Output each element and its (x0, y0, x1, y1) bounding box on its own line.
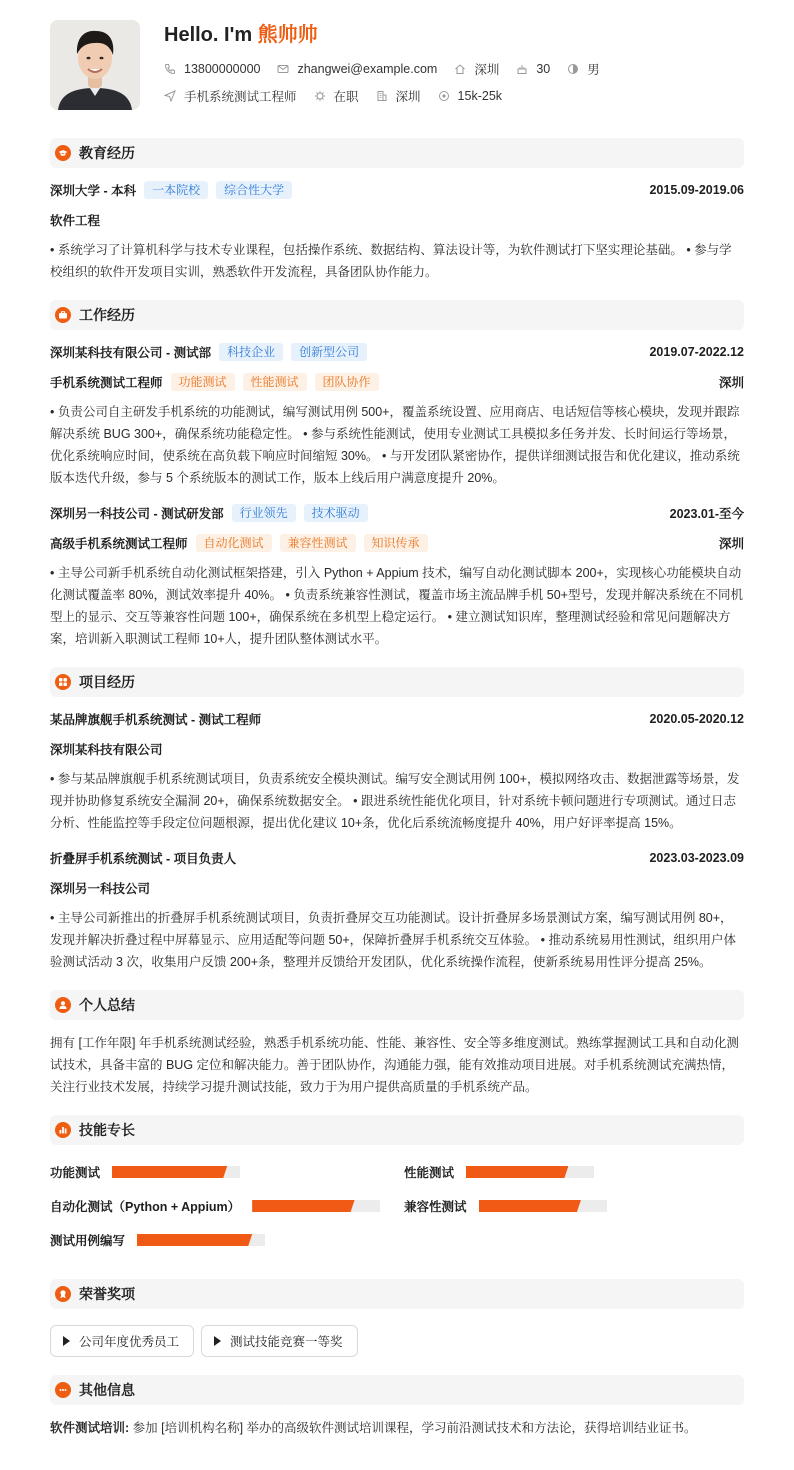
bar-chart-icon (55, 1122, 71, 1138)
role-tag: 知识传承 (364, 534, 428, 552)
greeting-heading (164, 22, 617, 50)
honor-label: 测试技能竞赛一等奖 (230, 1335, 343, 1349)
role-tag: 性能测试 (243, 373, 307, 391)
education-title: 教育经历 (79, 145, 135, 161)
contact-row (164, 59, 617, 79)
honor-label: 公司年度优秀员工 (79, 1335, 180, 1349)
other-info-line (50, 1417, 744, 1439)
skill-bar (137, 1234, 265, 1246)
project-section-header (50, 667, 744, 697)
skill-bar-fill (252, 1200, 354, 1212)
work-role-row (50, 372, 744, 392)
play-icon (214, 1336, 221, 1346)
company-tag: 技术驱动 (304, 504, 368, 522)
status-icon (314, 90, 326, 102)
company-tag: 创新型公司 (291, 343, 367, 361)
skill-item (50, 1164, 240, 1180)
gender-text: 男 (587, 63, 600, 77)
work-item (50, 342, 744, 489)
project-company: 深圳某科技有限公司 (50, 743, 163, 757)
role-tag: 功能测试 (171, 373, 235, 391)
honors-title: 荣誉奖项 (79, 1286, 135, 1302)
role-tag: 兼容性测试 (280, 534, 356, 552)
email-item (277, 62, 437, 76)
work-company: 深圳另一科技公司 - 测试研发部 (50, 507, 224, 521)
work-section-header (50, 300, 744, 330)
mail-icon (277, 63, 289, 75)
job-title-item (164, 87, 297, 105)
school-tag: 一本院校 (144, 181, 208, 199)
project-name-row (50, 709, 744, 729)
skill-bar-fill (112, 1166, 227, 1178)
work-role: 高级手机系统测试工程师 (50, 537, 188, 551)
role-tag: 团队协作 (315, 373, 379, 391)
city-item (454, 60, 499, 78)
project-item (50, 709, 744, 834)
skill-bar (252, 1200, 380, 1212)
work-description: • 主导公司新手机系统自动化测试框架搭建，引入 Python + Appium 技术，编写自动化测试脚本 200+，实现核心功能模块自动化测试覆盖率 80%，测试效率提升 40%。 • 负责系统兼容性测试，覆盖市场主流品牌手机 50+型号，发现并解决系统在不同机型上的显示、交互等兼容性问题 100+，确保系统在多机型上稳定运行。 • 建立测试知识库，整理测试经验和常见问题解决方案，培训新入职测试工程师 10+人，提升团队整体测试水平。 (50, 566, 743, 646)
project-name: 折叠屏手机系统测试 - 项目负责人 (50, 852, 237, 866)
skill-item (404, 1198, 607, 1214)
salary-item (438, 89, 502, 103)
work-company-row (50, 503, 744, 523)
honors-list (50, 1325, 744, 1357)
company-tag: 行业领先 (232, 504, 296, 522)
summary-text: 拥有 [工作年限] 年手机系统测试经验，熟悉手机系统功能、性能、兼容性、安全等多维度测试。熟练掌握测试工具和自动化测试技术，具备丰富的 BUG 定位和解决能力。善于团队协作，沟通能力强，能有效推动项目进展。对手机系统测试充满热情，关注行业技术发展，持续学习提升测试技能，致力于为用户提供高质量的手机系统产品。 (50, 1036, 739, 1094)
skill-bar-fill (137, 1234, 252, 1246)
user-icon (55, 997, 71, 1013)
work-date: 2019.07-2022.12 (649, 345, 744, 359)
project-company-row (50, 739, 744, 759)
honor-badge (201, 1325, 358, 1357)
education-section-header (50, 138, 744, 168)
skill-label: 性能测试 (404, 1166, 455, 1180)
expected-city-text: 深圳 (395, 90, 421, 104)
phone-item (164, 62, 260, 76)
gender-item (567, 60, 600, 78)
work-role: 手机系统测试工程师 (50, 376, 163, 390)
work-role-row (50, 533, 744, 553)
phone-text: 13800000000 (184, 62, 261, 76)
project-description: • 主导公司新推出的折叠屏手机系统测试项目，负责折叠屏交互功能测试。设计折叠屏多场景测试方案，编写测试用例 80+，发现并解决折叠过程中屏幕显示、应用适配等问题 50+，保障折叠屏手机系统交互体验。 • 推动系统易用性测试，组织用户体验测试活动 3 次，收集用户反馈 200+条，整理并反馈给开发团队，优化系统操作流程，使新系统易用性评分提高 25%。 (50, 911, 737, 969)
greeting-text: Hello. I'm (164, 24, 258, 46)
project-description: • 参与某品牌旗舰手机系统测试项目，负责系统安全模块测试。编写安全测试用例 100+，模拟网络攻击、数据泄露等场景，发现并协助修复系统安全漏洞 20+，确保系统数据安全。 • 跟进系统性能优化项目，针对系统卡顿问题进行专项测试。通过日志分析、性能监控等手段定位问题根源，提出优化建议 10+条，优化后系统流畅度提升 40%，用户好评率提高 15%。 (50, 772, 740, 830)
skill-label: 自动化测试（Python + Appium） (50, 1200, 241, 1214)
info-icon (55, 1382, 71, 1398)
age-text: 30 (536, 62, 551, 76)
work-location: 深圳 (718, 376, 744, 390)
cake-icon (516, 63, 528, 75)
gender-icon (567, 63, 579, 75)
school-tag: 综合性大学 (216, 181, 292, 199)
role-tag: 自动化测试 (196, 534, 272, 552)
work-location: 深圳 (718, 537, 744, 551)
project-name: 某品牌旗舰手机系统测试 - 测试工程师 (50, 713, 262, 727)
profile-header (50, 20, 744, 110)
building-icon (376, 90, 388, 102)
project-item (50, 848, 744, 973)
major-row (50, 210, 744, 230)
work-description: • 负责公司自主研发手机系统的功能测试，编写测试用例 500+，覆盖系统设置、应用商店、电话短信等核心模块，发现并跟踪解决系统 BUG 300+，确保系统功能稳定性。 • 参与系统性能测试，使用专业测试工具模拟多任务并发、长时间运行等场景，优化系统响应时间，使系统在高负载下响应时间缩短 30%。 • 与开发团队紧密协作，提供详细测试报告和优化建议，推动系统版本迭代升级，参与 5 个系统版本的测试工作，版本上线后用户满意度提升 20%。 (50, 405, 740, 485)
skills-title: 技能专长 (79, 1122, 135, 1138)
award-icon (55, 1286, 71, 1302)
work-date: 2023.01-至今 (669, 507, 744, 521)
company-tag: 科技企业 (219, 343, 283, 361)
skill-label: 测试用例编写 (50, 1234, 126, 1248)
skills-section-header (50, 1115, 744, 1145)
play-icon (63, 1336, 70, 1346)
project-title: 项目经历 (79, 674, 135, 690)
other-title: 其他信息 (79, 1382, 135, 1398)
education-header-row (50, 180, 744, 200)
skill-bar-fill (479, 1200, 581, 1212)
grid-icon (55, 674, 71, 690)
skill-bar-fill (466, 1166, 568, 1178)
project-company-row (50, 878, 744, 898)
honor-badge (50, 1325, 194, 1357)
briefcase-icon (55, 307, 71, 323)
honors-section-header (50, 1279, 744, 1309)
skills-grid (50, 1145, 744, 1265)
skill-item (404, 1164, 594, 1180)
project-date: 2023.03-2023.09 (649, 851, 744, 865)
skill-bar (112, 1166, 240, 1178)
project-name-row (50, 848, 744, 868)
skill-label: 功能测试 (50, 1166, 101, 1180)
work-title: 工作经历 (79, 307, 135, 323)
project-date: 2020.05-2020.12 (649, 712, 744, 726)
education-description: • 系统学习了计算机科学与技术专业课程，包括操作系统、数据结构、算法设计等，为软件测试打下坚实理论基础。 • 参与学校组织的软件开发项目实训，熟悉软件开发流程，具备团队协作能力。 (50, 243, 732, 279)
work-company: 深圳某科技有限公司 - 测试部 (50, 346, 212, 360)
skill-label: 兼容性测试 (404, 1200, 467, 1214)
email-text: zhangwei@example.com (297, 62, 438, 76)
phone-icon (164, 63, 176, 75)
other-info-label: 软件测试培训: (50, 1421, 130, 1435)
project-company: 深圳另一科技公司 (50, 882, 151, 896)
work-item (50, 503, 744, 650)
send-icon (164, 90, 176, 102)
major-name: 软件工程 (50, 214, 101, 228)
age-item (516, 62, 550, 76)
summary-section-header (50, 990, 744, 1020)
expected-city-item (376, 87, 421, 105)
city-text: 深圳 (474, 63, 500, 77)
skill-bar (479, 1200, 607, 1212)
avatar (50, 20, 140, 110)
status-item (314, 87, 359, 105)
status-text: 在职 (333, 90, 359, 104)
job-row (164, 86, 617, 106)
candidate-name: 熊帅帅 (257, 24, 318, 46)
education-date: 2015.09-2019.06 (649, 183, 744, 197)
job-title-text: 手机系统测试工程师 (184, 90, 297, 104)
salary-text: 15k-25k (457, 89, 503, 103)
other-info-text: 参加 [培训机构名称] 举办的高级软件测试培训课程，学习前沿测试技术和方法论，获得培训结业证书。 (132, 1421, 697, 1435)
summary-title: 个人总结 (79, 997, 135, 1013)
graduation-cap-icon (55, 145, 71, 161)
other-section-header (50, 1375, 744, 1405)
skill-item (50, 1198, 380, 1214)
home-icon (454, 63, 466, 75)
work-company-row (50, 342, 744, 362)
skill-bar (466, 1166, 594, 1178)
school-name: 深圳大学 - 本科 (50, 184, 137, 198)
coin-icon (438, 90, 450, 102)
skill-item (50, 1232, 265, 1248)
